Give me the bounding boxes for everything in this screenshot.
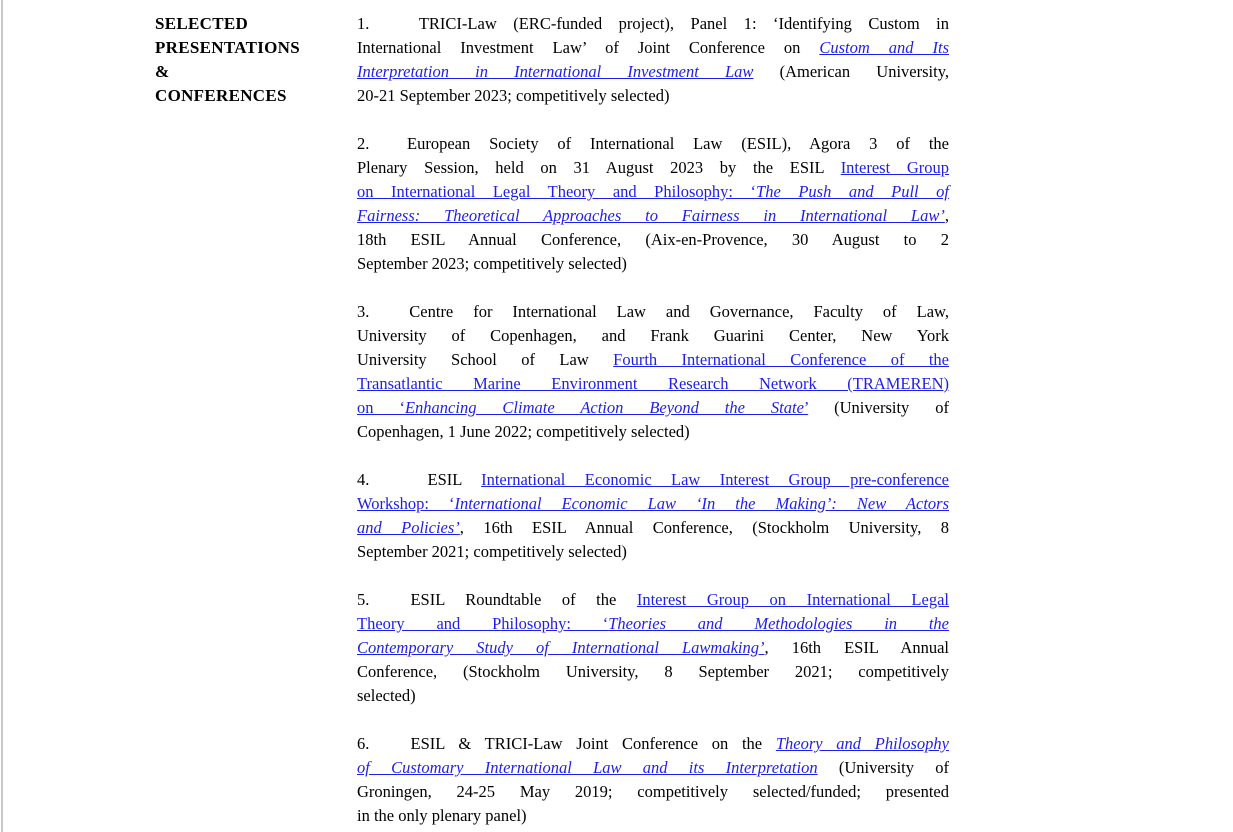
heading-line: & (155, 62, 170, 81)
entry-line (357, 420, 949, 444)
hyperlink[interactable]: ’ (803, 398, 809, 417)
entry-line (357, 60, 949, 84)
hyperlink[interactable]: Theories and Methodologies in the (608, 614, 949, 633)
hyperlink[interactable]: on International Legal Theory and Philosophy: ‘ (357, 182, 757, 201)
presentation-entry (357, 468, 949, 564)
hyperlink[interactable]: Custom and Its (819, 38, 949, 57)
hyperlink[interactable]: Theory and Philosophy (775, 734, 949, 753)
entry-line (357, 684, 949, 708)
entry-line (357, 84, 949, 108)
entry-line (357, 36, 949, 60)
entry-text: September 2023; competitively selected) (357, 254, 627, 273)
hyperlink[interactable]: and Policies’ (357, 518, 460, 537)
entry-line (357, 516, 949, 540)
entry-text: University School of Law (357, 350, 614, 369)
entry-line (357, 660, 949, 684)
entry-text: Conference, (Stockholm University, 8 September 2021; competitively (357, 662, 949, 681)
hyperlink[interactable]: Contemporary Study of International Lawmaking’ (357, 638, 765, 657)
hyperlink[interactable]: Interest Group (840, 158, 949, 177)
entry-text: selected) (357, 686, 416, 705)
entry-line (357, 804, 949, 828)
heading-line: PRESENTATIONS (155, 38, 300, 57)
hyperlink[interactable]: Enhancing Climate Action Beyond the State (404, 398, 804, 417)
entry-line (357, 372, 949, 396)
entry-text: September 2021; competitively selected) (357, 542, 627, 561)
hyperlink[interactable]: Workshop: ‘ (357, 494, 455, 513)
heading-line: CONFERENCES (155, 86, 287, 105)
entry-text: (University of (808, 398, 950, 417)
entry-line (357, 636, 949, 660)
entry-line (357, 396, 949, 420)
entry-line (357, 588, 949, 612)
entry-text: (American University, (753, 62, 949, 81)
entry-text: International Investment Law’ of Joint Conference on (357, 38, 820, 57)
entry-text: 1. TRICI-Law (ERC-funded project), Panel 1: ‘Identifying Custom in (357, 14, 949, 33)
entry-line (357, 228, 949, 252)
hyperlink[interactable]: International Economic Law ‘In the Making’: New Actors (454, 494, 949, 513)
hyperlink[interactable]: Transatlantic Marine Environment Research Network (TRAMEREN) (357, 374, 949, 393)
entry-line (357, 780, 949, 804)
entry-text: , 16th ESIL Annual Conference, (Stockholm University, 8 (459, 518, 949, 537)
hyperlink[interactable]: International Economic Law Interest Group pre-conference (481, 470, 949, 489)
entry-line (357, 156, 949, 180)
hyperlink[interactable]: The Push and Pull of (756, 182, 949, 201)
entry-line (357, 252, 949, 276)
hyperlink[interactable]: Fairness: Theoretical Approaches to Fairness in International Law’ (357, 206, 945, 225)
entry-text: Copenhagen, 1 June 2022; competitively selected) (357, 422, 690, 441)
entries-column (357, 12, 949, 828)
entry-line (357, 300, 949, 324)
entry-line (357, 756, 949, 780)
hyperlink[interactable]: of Customary International Law and its Interpretation (357, 758, 818, 777)
entry-line (357, 204, 949, 228)
presentation-entry (357, 12, 949, 108)
hyperlink[interactable]: Theory and Philosophy: ‘ (357, 614, 609, 633)
presentation-entry (357, 588, 949, 708)
entry-line (357, 468, 949, 492)
entry-line (357, 180, 949, 204)
entry-text: in the only plenary panel) (357, 806, 527, 825)
entry-line (357, 540, 949, 564)
entry-line (357, 492, 949, 516)
page-edge-rule (1, 0, 3, 832)
hyperlink[interactable]: on ‘ (357, 398, 405, 417)
hyperlink[interactable]: Interest Group on International Legal (636, 590, 949, 609)
hyperlink[interactable]: Fourth International Conference of the (613, 350, 949, 369)
presentation-entry (357, 732, 949, 828)
entry-line (357, 324, 949, 348)
entry-text: 2. European Society of International Law (ESIL), Agora 3 of the (357, 134, 949, 153)
section-heading (155, 12, 350, 108)
entry-line (357, 732, 949, 756)
entry-text: 4. ESIL (357, 470, 482, 489)
heading-line: SELECTED (155, 14, 249, 33)
entry-text: , 16th ESIL Annual (764, 638, 949, 657)
entry-text: University of Copenhagen, and Frank Guarini Center, New York (357, 326, 949, 345)
hyperlink[interactable]: Interpretation in International Investment Law (357, 62, 754, 81)
entry-text: (University of (817, 758, 949, 777)
entry-text: Plenary Session, held on 31 August 2023 by the ESIL (357, 158, 841, 177)
entry-line (357, 348, 949, 372)
entry-text: 6. ESIL & TRICI-Law Joint Conference on the (357, 734, 776, 753)
entry-text: 20-21 September 2023; competitively selected) (357, 86, 670, 105)
entry-text: 5. ESIL Roundtable of the (357, 590, 637, 609)
entry-text: 18th ESIL Annual Conference, (Aix-en-Provence, 30 August to 2 (357, 230, 949, 249)
entry-text: Groningen, 24-25 May 2019; competitively selected/funded; presented (357, 782, 949, 801)
entry-line (357, 12, 949, 36)
presentation-entry (357, 132, 949, 276)
entry-line (357, 612, 949, 636)
entry-line (357, 132, 949, 156)
presentation-entry (357, 300, 949, 444)
entry-text: 3. Centre for International Law and Governance, Faculty of Law, (357, 302, 949, 321)
entry-text: , (944, 206, 949, 225)
